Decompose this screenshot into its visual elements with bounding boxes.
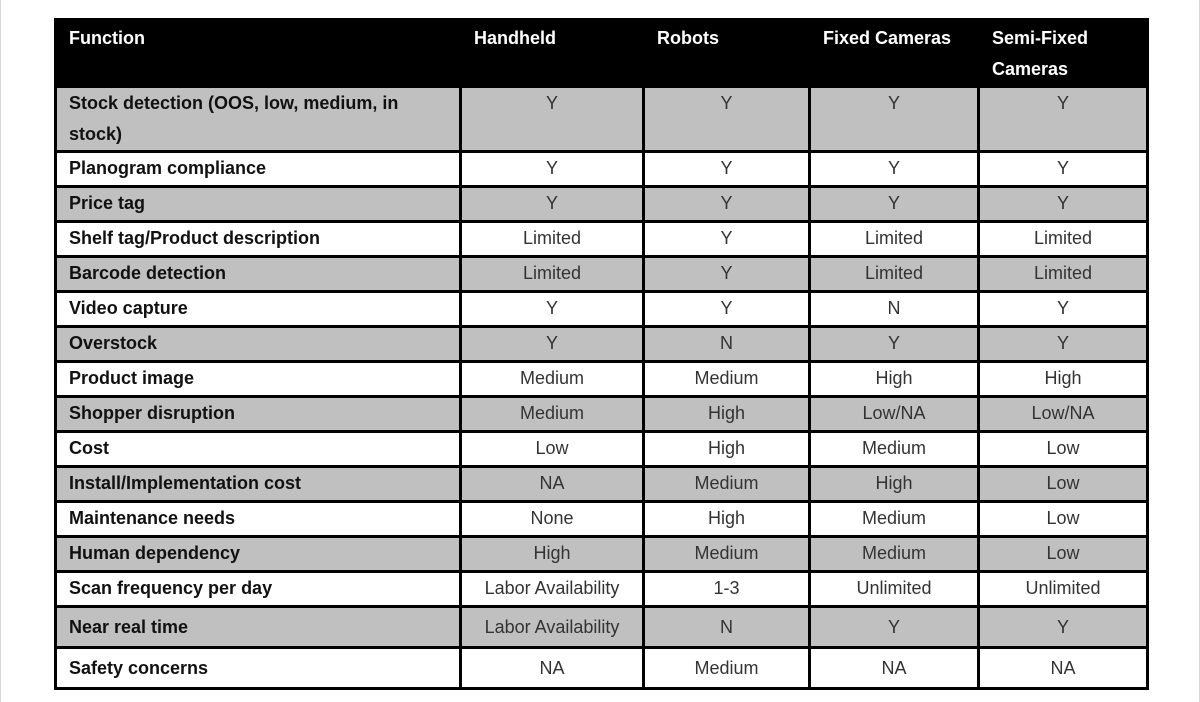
cell-robots: Medium (644, 537, 810, 572)
cell-robots: Medium (644, 362, 810, 397)
cell-fixed-cameras: Medium (810, 502, 979, 537)
table-row (56, 467, 1148, 502)
cell-fixed-cameras: Y (810, 187, 979, 222)
cell-handheld: Medium (461, 397, 644, 432)
table-row (56, 152, 1148, 187)
cell-robots: N (644, 607, 810, 648)
cell-handheld: Limited (461, 222, 644, 257)
header-robots: Robots (644, 20, 810, 87)
cell-robots: Y (644, 292, 810, 327)
cell-handheld: Medium (461, 362, 644, 397)
cell-fixed-cameras: N (810, 292, 979, 327)
cell-handheld: Y (461, 187, 644, 222)
cell-function: Safety concerns (56, 648, 461, 689)
cell-semi-fixed-cameras: NA (979, 648, 1148, 689)
table-row (56, 432, 1148, 467)
cell-fixed-cameras: Medium (810, 537, 979, 572)
cell-semi-fixed-cameras: High (979, 362, 1148, 397)
table-row (56, 362, 1148, 397)
cell-handheld: Labor Availability (461, 607, 644, 648)
table-body (56, 87, 1148, 689)
table-row (56, 537, 1148, 572)
table-row (56, 257, 1148, 292)
cell-fixed-cameras: Limited (810, 222, 979, 257)
cell-function: Shelf tag/Product description (56, 222, 461, 257)
cell-robots: Medium (644, 467, 810, 502)
cell-semi-fixed-cameras: Y (979, 327, 1148, 362)
cell-robots: Y (644, 222, 810, 257)
cell-handheld: Y (461, 87, 644, 152)
cell-handheld: Y (461, 327, 644, 362)
table-row (56, 397, 1148, 432)
cell-function: Install/Implementation cost (56, 467, 461, 502)
cell-semi-fixed-cameras: Low/NA (979, 397, 1148, 432)
cell-semi-fixed-cameras: Y (979, 87, 1148, 152)
cell-handheld: Y (461, 152, 644, 187)
cell-robots: Y (644, 257, 810, 292)
cell-handheld: None (461, 502, 644, 537)
cell-fixed-cameras: Y (810, 607, 979, 648)
header-function: Function (56, 20, 461, 87)
cell-fixed-cameras: Y (810, 87, 979, 152)
cell-fixed-cameras: Limited (810, 257, 979, 292)
table-header (56, 20, 1148, 87)
cell-fixed-cameras: Y (810, 327, 979, 362)
cell-semi-fixed-cameras: Low (979, 537, 1148, 572)
cell-robots: N (644, 327, 810, 362)
cell-robots: Y (644, 152, 810, 187)
table-row (56, 222, 1148, 257)
cell-robots: Medium (644, 648, 810, 689)
header-handheld: Handheld (461, 20, 644, 87)
cell-fixed-cameras: High (810, 467, 979, 502)
cell-fixed-cameras: High (810, 362, 979, 397)
cell-function: Barcode detection (56, 257, 461, 292)
cell-semi-fixed-cameras: Limited (979, 257, 1148, 292)
cell-semi-fixed-cameras: Unlimited (979, 572, 1148, 607)
cell-function: Human dependency (56, 537, 461, 572)
cell-function: Stock detection (OOS, low, medium, in stock) (56, 87, 461, 152)
cell-robots: High (644, 502, 810, 537)
cell-semi-fixed-cameras: Y (979, 607, 1148, 648)
cell-semi-fixed-cameras: Low (979, 432, 1148, 467)
header-fixed-cameras: Fixed Cameras (810, 20, 979, 87)
cell-handheld: Low (461, 432, 644, 467)
cell-handheld: Y (461, 292, 644, 327)
cell-semi-fixed-cameras: Low (979, 502, 1148, 537)
table-row (56, 648, 1148, 689)
cell-semi-fixed-cameras: Y (979, 152, 1148, 187)
cell-function: Planogram compliance (56, 152, 461, 187)
header-semi-fixed-cameras: Semi-Fixed Cameras (979, 20, 1148, 87)
header-row (56, 20, 1148, 87)
cell-semi-fixed-cameras: Limited (979, 222, 1148, 257)
cell-fixed-cameras: Medium (810, 432, 979, 467)
table-row (56, 87, 1148, 152)
cell-robots: High (644, 397, 810, 432)
table-row (56, 292, 1148, 327)
table-row (56, 502, 1148, 537)
cell-function: Shopper disruption (56, 397, 461, 432)
cell-semi-fixed-cameras: Low (979, 467, 1148, 502)
cell-function: Product image (56, 362, 461, 397)
cell-robots: Y (644, 87, 810, 152)
cell-handheld: Limited (461, 257, 644, 292)
cell-robots: High (644, 432, 810, 467)
cell-function: Price tag (56, 187, 461, 222)
cell-function: Near real time (56, 607, 461, 648)
table-row (56, 607, 1148, 648)
comparison-table (54, 18, 1149, 690)
cell-semi-fixed-cameras: Y (979, 187, 1148, 222)
left-border (0, 0, 1, 702)
cell-function: Maintenance needs (56, 502, 461, 537)
table-row (56, 572, 1148, 607)
cell-function: Scan frequency per day (56, 572, 461, 607)
cell-function: Video capture (56, 292, 461, 327)
cell-semi-fixed-cameras: Y (979, 292, 1148, 327)
cell-handheld: High (461, 537, 644, 572)
cell-handheld: Labor Availability (461, 572, 644, 607)
cell-fixed-cameras: NA (810, 648, 979, 689)
cell-robots: Y (644, 187, 810, 222)
cell-function: Overstock (56, 327, 461, 362)
cell-handheld: NA (461, 648, 644, 689)
cell-fixed-cameras: Unlimited (810, 572, 979, 607)
table-row (56, 327, 1148, 362)
cell-fixed-cameras: Y (810, 152, 979, 187)
cell-function: Cost (56, 432, 461, 467)
table-row (56, 187, 1148, 222)
cell-handheld: NA (461, 467, 644, 502)
cell-fixed-cameras: Low/NA (810, 397, 979, 432)
cell-robots: 1-3 (644, 572, 810, 607)
